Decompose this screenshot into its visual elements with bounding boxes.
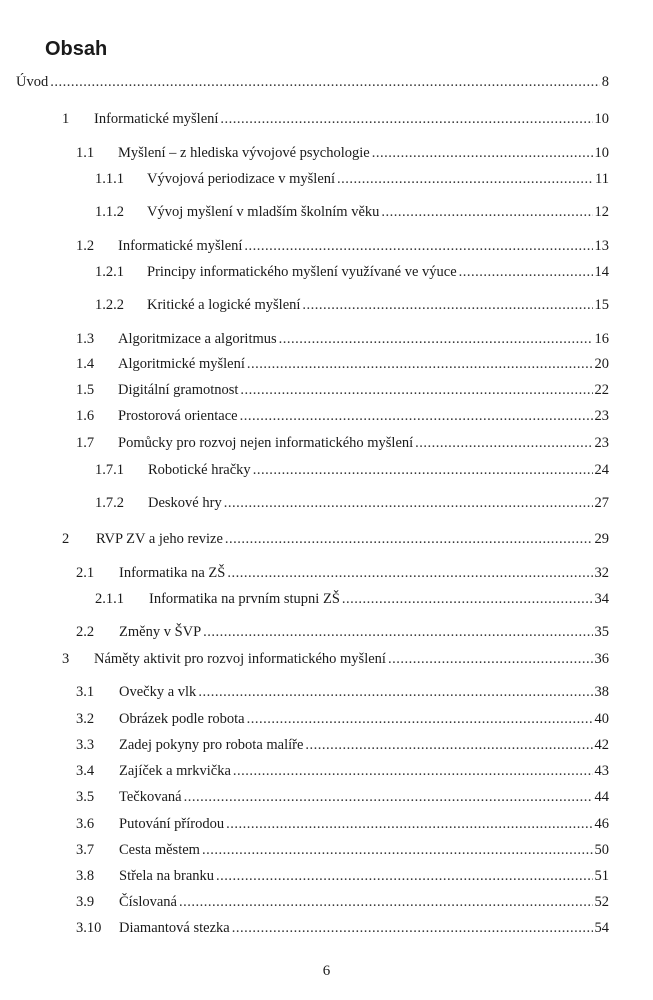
toc-entry[interactable] (76, 144, 609, 162)
toc-entry[interactable] (76, 815, 609, 833)
dot-leader (244, 237, 592, 255)
toc-heading: Obsah (45, 38, 108, 60)
toc-entry-number: 3.2 (76, 711, 95, 727)
dot-leader (302, 296, 592, 314)
toc-entry-title: Ovečky a vlk (119, 684, 197, 700)
dot-leader (240, 407, 593, 425)
toc-entry[interactable] (76, 237, 609, 255)
toc-entry-title: Tečkovaná (119, 789, 182, 805)
toc-entry-page: 43 (594, 763, 609, 779)
toc-entry-number: 1.3 (76, 331, 95, 347)
toc-entry-page: 13 (594, 238, 609, 254)
toc-entry-title: Vývoj myšlení v mladším školním věku (147, 204, 380, 220)
toc-entry-title: Putování přírodou (119, 816, 225, 832)
toc-entry-number: 3.6 (76, 816, 95, 832)
toc-entry-number: 2.2 (76, 624, 95, 640)
dot-leader (247, 355, 593, 373)
toc-entry-title: Číslovaná (119, 894, 177, 910)
toc-entry-title: Algoritmické myšlení (118, 356, 245, 372)
toc-entry[interactable] (76, 407, 609, 425)
toc-entry-title: Informatické myšlení (94, 111, 219, 127)
toc-entry-number: 3.1 (76, 684, 95, 700)
toc-entry-title: RVP ZV a jeho revize (96, 531, 223, 547)
dot-leader (179, 893, 593, 911)
toc-entry-title: Deskové hry (148, 495, 222, 511)
toc-entry-title: Informatika na prvním stupni ZŠ (149, 591, 340, 607)
toc-entry-page: 52 (594, 894, 609, 910)
toc-entry-number: 3.8 (76, 868, 95, 884)
toc-entry-number: 1 (62, 111, 70, 127)
dot-leader (232, 919, 593, 937)
toc-entry[interactable] (95, 203, 609, 221)
toc-entry-page: 24 (594, 462, 609, 478)
toc-entry-page: 12 (594, 204, 609, 220)
page-number: 6 (322, 963, 331, 979)
toc-entry-number: 1.4 (76, 356, 95, 372)
toc-entry[interactable] (76, 841, 609, 859)
toc-entry[interactable] (76, 381, 609, 399)
toc-entry[interactable] (76, 893, 609, 911)
toc-entry-title: Digitální gramotnost (118, 382, 239, 398)
dot-leader (220, 110, 592, 128)
toc-entry[interactable] (95, 263, 609, 281)
dot-leader (342, 590, 593, 608)
dot-leader (459, 263, 593, 281)
dot-leader (381, 203, 592, 221)
toc-entry[interactable] (95, 461, 609, 479)
dot-leader (184, 788, 593, 806)
dot-leader (224, 494, 593, 512)
toc-entry-title: Myšlení – z hlediska vývojové psychologie (118, 145, 370, 161)
toc-entry-title: Algoritmizace a algoritmus (118, 331, 277, 347)
toc-entry-title: Diamantová stezka (119, 920, 230, 936)
toc-entry-number: 2.1.1 (95, 591, 124, 607)
toc-entry-page: 32 (594, 565, 609, 581)
toc-entry-number: 1.1 (76, 145, 95, 161)
toc-entry[interactable] (76, 919, 609, 937)
toc-entry-number: 3.9 (76, 894, 95, 910)
toc-entry-title: Robotické hračky (148, 462, 251, 478)
toc-entry-number: 2 (62, 531, 70, 547)
dot-leader (240, 381, 592, 399)
toc-entry[interactable] (95, 590, 609, 608)
toc-entry-page: 54 (594, 920, 609, 936)
toc-entry-page: 14 (594, 264, 609, 280)
toc-entry-page: 29 (594, 531, 609, 547)
toc-entry-title: Vývojová periodizace v myšlení (147, 171, 336, 187)
dot-leader (372, 144, 593, 162)
dot-leader (279, 330, 593, 348)
toc-entry-page: 11 (595, 171, 609, 187)
toc-entry-number: 1.2 (76, 238, 95, 254)
toc-entry-number: 1.2.2 (95, 297, 124, 313)
toc-entry[interactable] (76, 355, 609, 373)
toc-entry-title: Informatické myšlení (118, 238, 243, 254)
toc-entry-title: Změny v ŠVP (119, 624, 202, 640)
dot-leader (337, 170, 593, 188)
toc-entry-page: 16 (594, 331, 609, 347)
toc-entry-page: 44 (594, 789, 609, 805)
toc-entry[interactable] (62, 650, 609, 668)
toc-entry[interactable] (76, 736, 609, 754)
toc-entry[interactable] (76, 710, 609, 728)
dot-leader (216, 867, 592, 885)
toc-entry-number: 1.7.2 (95, 495, 124, 511)
toc-entry-page: 10 (594, 145, 609, 161)
toc-entry-number: 1.6 (76, 408, 95, 424)
dot-leader (415, 434, 592, 452)
toc-entry-number: 2.1 (76, 565, 95, 581)
toc-entry[interactable] (76, 434, 609, 452)
toc-entry-page: 20 (594, 356, 609, 372)
toc-entry-title: Principy informatického myšlení využívané ve výuce (147, 264, 457, 280)
toc-entry-page: 50 (594, 842, 609, 858)
toc-entry[interactable] (95, 494, 609, 512)
dot-leader (233, 762, 593, 780)
toc-entry[interactable] (76, 623, 609, 641)
toc-entry-page: 15 (594, 297, 609, 313)
toc-entry-number: 3 (62, 651, 70, 667)
dot-leader (203, 623, 592, 641)
toc-entry-number: 3.4 (76, 763, 95, 779)
toc-entry[interactable] (62, 530, 609, 548)
toc-entry-page: 40 (594, 711, 609, 727)
dot-leader (247, 710, 593, 728)
toc-entry[interactable] (76, 330, 609, 348)
toc-entry-page: 23 (594, 435, 609, 451)
toc-entry-title: Náměty aktivit pro rozvoj informatického myšlení (94, 651, 386, 667)
toc-entry-number: 1.7 (76, 435, 95, 451)
toc-entry-page: 23 (594, 408, 609, 424)
dot-leader (305, 736, 592, 754)
toc-entry-title: Informatika na ZŠ (119, 565, 226, 581)
toc-entry-title: Zajíček a mrkvička (119, 763, 231, 779)
dot-leader (388, 650, 593, 668)
toc-entry-page: 27 (594, 495, 609, 511)
toc-entry-number: 1.7.1 (95, 462, 124, 478)
toc-entry-title: Cesta městem (119, 842, 200, 858)
toc-entry[interactable] (76, 788, 609, 806)
toc-entry[interactable] (76, 867, 609, 885)
toc-entry[interactable] (76, 762, 609, 780)
toc-entry-number: 3.7 (76, 842, 95, 858)
toc-entry-page: 10 (594, 111, 609, 127)
toc-entry-page: 36 (594, 651, 609, 667)
toc-entry-title: Kritické a logické myšlení (147, 297, 301, 313)
toc-entry-number: 3.10 (76, 920, 102, 936)
toc-entry-page: 35 (594, 624, 609, 640)
toc-entry-page: 38 (594, 684, 609, 700)
toc-entry-number: 1.1.1 (95, 171, 124, 187)
toc-entry-title: Úvod (16, 74, 49, 90)
toc-entry[interactable] (16, 73, 609, 91)
dot-leader (202, 841, 593, 859)
dot-leader (253, 461, 593, 479)
toc-entry[interactable] (76, 564, 609, 582)
dot-leader (227, 564, 592, 582)
toc-entry-page: 46 (594, 816, 609, 832)
dot-leader (226, 815, 592, 833)
toc-entry-title: Pomůcky pro rozvoj nejen informatického myšlení (118, 435, 414, 451)
dot-leader (225, 530, 593, 548)
toc-entry[interactable] (62, 110, 609, 128)
toc-entry-page: 42 (594, 737, 609, 753)
toc-entry[interactable] (95, 170, 609, 188)
toc-entry-number: 3.3 (76, 737, 95, 753)
toc-entry[interactable] (76, 683, 609, 701)
toc-entry-number: 1.5 (76, 382, 95, 398)
toc-entry-page: 34 (594, 591, 609, 607)
toc-entry-page: 8 (601, 74, 609, 90)
toc-entry-title: Obrázek podle robota (119, 711, 245, 727)
toc-entry-page: 22 (594, 382, 609, 398)
toc-entry-title: Zadej pokyny pro robota malíře (119, 737, 304, 753)
toc-entry-number: 1.2.1 (95, 264, 124, 280)
toc-entry-title: Střela na branku (119, 868, 215, 884)
dot-leader (198, 683, 592, 701)
toc-entry-number: 1.1.2 (95, 204, 124, 220)
toc-entry-number: 3.5 (76, 789, 95, 805)
dot-leader (50, 73, 600, 91)
toc-entry-title: Prostorová orientace (118, 408, 238, 424)
toc-entry-page: 51 (594, 868, 609, 884)
toc-entry[interactable] (95, 296, 609, 314)
